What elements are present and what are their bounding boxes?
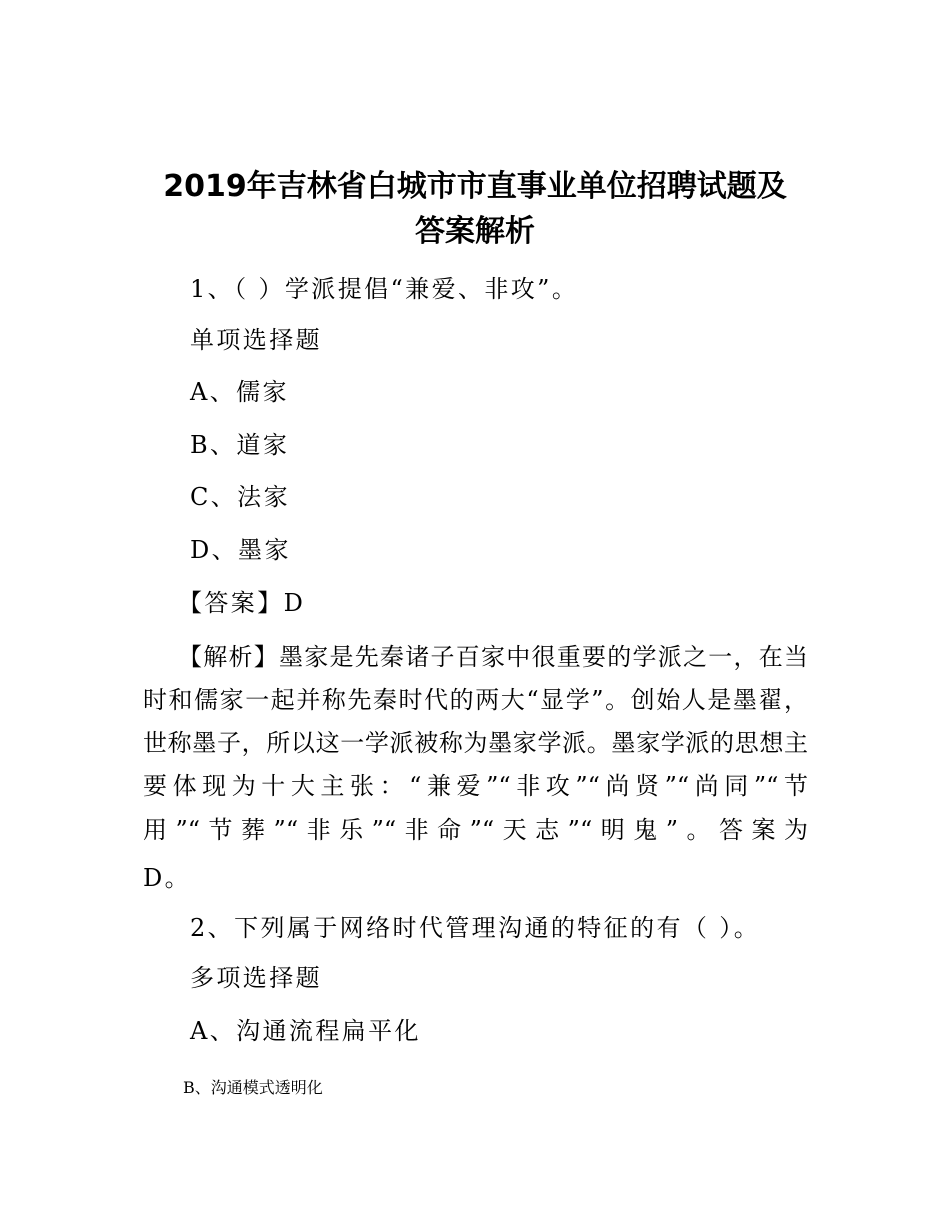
title-line-2: 答案解析 xyxy=(415,214,535,249)
analysis-line: 世称墨子，所以这一学派被称为墨家学派。墨家学派的思想主 xyxy=(143,729,808,757)
question-text: 2、下列属于网络时代管理沟通的特征的有（ ）。 xyxy=(190,914,761,942)
analysis-line: D。 xyxy=(143,864,192,892)
option-a: A、沟通流程扁平化 xyxy=(190,1017,421,1045)
option-c: C、法家 xyxy=(190,483,290,511)
answer: 【答案】D xyxy=(178,589,306,617)
analysis-line: 要体现为十大主张：“兼爱”“非攻”“尚贤”“尚同”“节 xyxy=(143,772,808,800)
option-d: D、墨家 xyxy=(190,536,291,564)
question-type: 单项选择题 xyxy=(190,326,322,354)
analysis-line: 用”“节葬”“非乐”“非命”“天志”“明鬼”。答案为 xyxy=(143,816,808,844)
question-text: 1、（ ）学派提倡“兼爱、非攻”。 xyxy=(190,275,579,303)
analysis-line: 时和儒家一起并称先秦时代的两大“显学”。创始人是墨翟， xyxy=(143,686,808,714)
analysis-line: 【解析】墨家是先秦诸子百家中很重要的学派之一，在当 xyxy=(178,643,808,671)
option-b: B、道家 xyxy=(190,431,290,459)
question-type: 多项选择题 xyxy=(190,964,322,992)
option-b: B、沟通模式透明化 xyxy=(183,1078,323,1097)
title-line-1: 2019年吉林省白城市市直事业单位招聘试题及 xyxy=(163,169,787,204)
option-a: A、儒家 xyxy=(190,378,289,406)
